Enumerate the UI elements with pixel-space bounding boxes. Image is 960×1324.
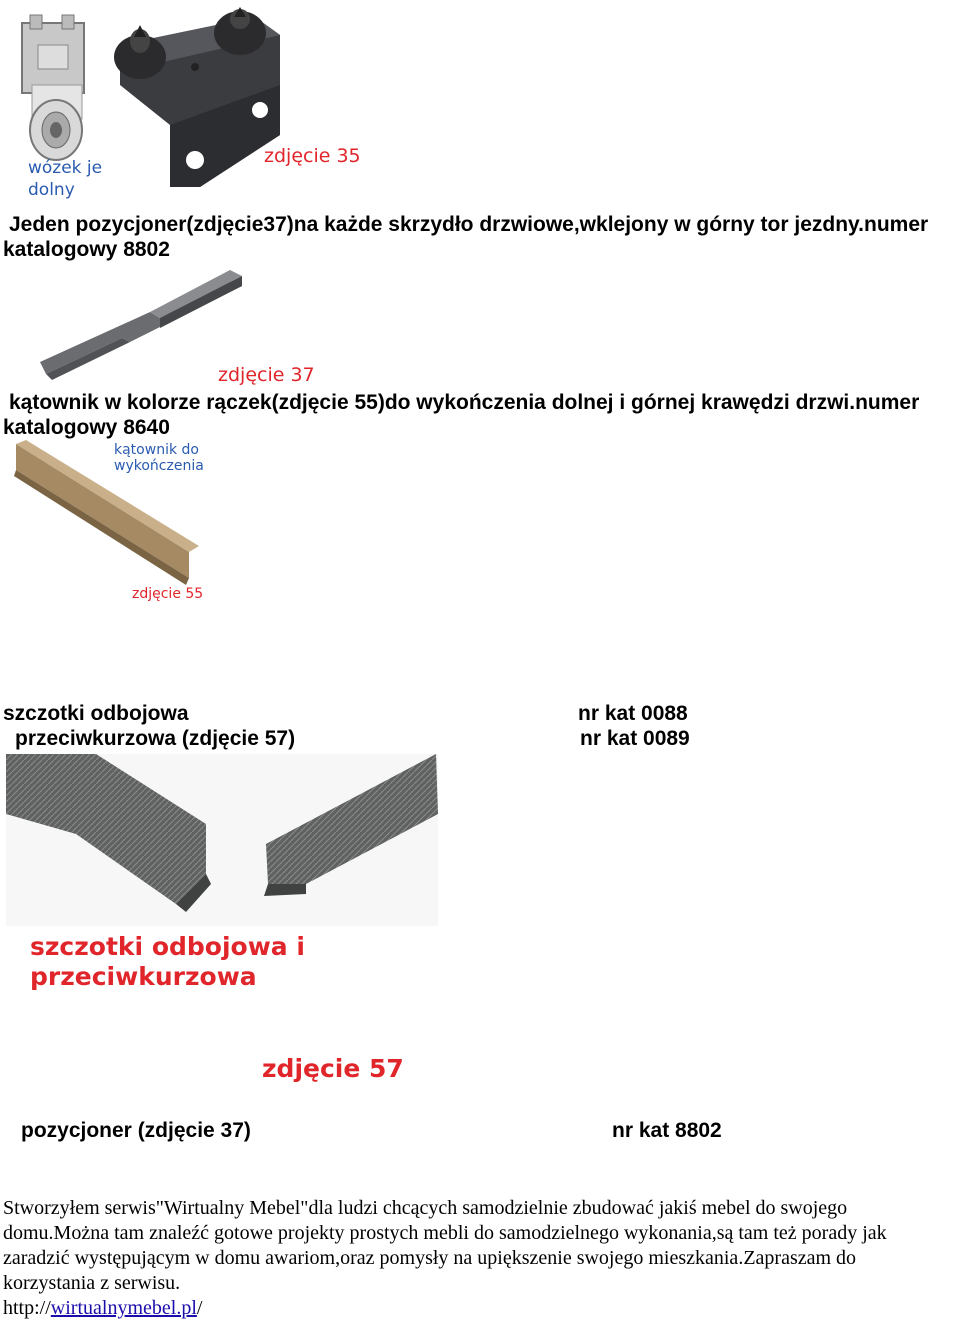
positioner-title: pozycjoner (zdjęcie 37) [21, 1119, 251, 1142]
trolley-caption-line2: dolny [28, 180, 75, 200]
photo-55 [14, 440, 214, 610]
photo-57-caption: zdjęcie 57 [262, 1054, 404, 1083]
trolley-caption [28, 157, 102, 201]
photo-55-caption: zdjęcie 55 [132, 586, 204, 602]
brush-catalog-number-1: nr kat 0088 [578, 702, 688, 725]
paragraph-1-line1: Jeden pozycjoner(zdjęcie37)na każde skrzydło drzwiowe,wklejony w górny tor jezdny.numer [9, 213, 929, 236]
footer-line1: Stworzyłem serwis"Wirtualny Mebel"dla ludzi chcących samodzielnie zbudować jakiś mebel do swojego [3, 1197, 848, 1219]
footer-url-suffix: / [196, 1297, 203, 1319]
photo-57 [6, 754, 438, 926]
footer-url-line [3, 1296, 958, 1321]
footer-url-prefix: http:// [3, 1297, 51, 1319]
angle-profile-label-line1: kątownik do [114, 442, 199, 458]
website-link[interactable]: wirtualnymebel.pl [50, 1297, 197, 1319]
photo-35-caption: zdjęcie 35 [264, 145, 361, 167]
brush-label-line1: szczotki odbojowa i [30, 932, 305, 961]
paragraph-2-line1: kątownik w kolorze rączek(zdjęcie 55)do wykończenia dolnej i górnej krawędzi drzwi.numer [9, 391, 920, 414]
footer-line3: zaradzić występującym w domu awariom,oraz pomysły na upiększenie swojego mieszkania.Zapraszam do [3, 1247, 857, 1269]
photo-37 [30, 262, 320, 390]
brush-label [30, 932, 305, 992]
positioner-catalog-number: nr kat 8802 [612, 1119, 722, 1142]
brush-title-line2: przeciwkurzowa (zdjęcie 57) [15, 727, 296, 750]
paragraph-1-line2: katalogowy 8802 [3, 238, 170, 261]
footer-line4: korzystania z serwisu. [3, 1272, 181, 1294]
paragraph-2-line2: katalogowy 8640 [3, 416, 170, 439]
angle-profile-label-line2: wykończenia [114, 458, 204, 474]
photo-37-caption: zdjęcie 37 [218, 364, 315, 386]
angle-profile-label [114, 442, 204, 474]
footer-paragraph [3, 1196, 958, 1321]
photo-35 [10, 5, 390, 205]
brush-strips-illustration [6, 754, 438, 926]
brush-catalog-number-2: nr kat 0089 [580, 727, 690, 750]
brush-title-line1: szczotki odbojowa [3, 702, 189, 725]
footer-line2: domu.Można tam znaleźć gotowe projekty prostych mebli do samodzielnego wykonania,są tam też porady jak [3, 1222, 887, 1244]
trolley-caption-line1: wózek je [28, 158, 103, 178]
brush-label-line2: przeciwkurzowa [30, 962, 257, 991]
